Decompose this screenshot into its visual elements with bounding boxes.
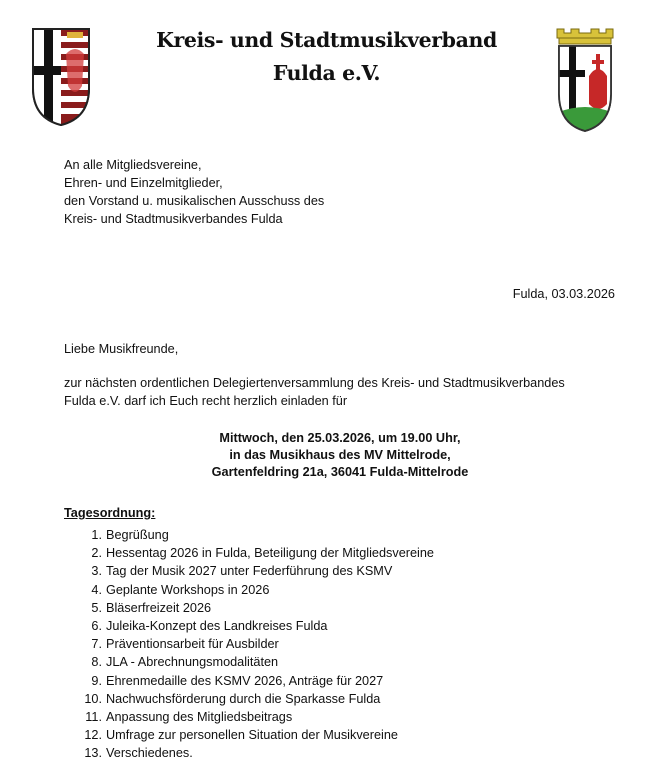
addressee-line: Kreis- und Stadtmusikverbandes Fulda xyxy=(64,212,283,226)
agenda-item-number: 6. xyxy=(91,619,102,634)
event-venue-line: in das Musikhaus des MV Mittelrode, xyxy=(229,448,451,462)
agenda-item xyxy=(82,690,434,708)
agenda-item-text: Tag der Musik 2027 unter Federführung des KSMV xyxy=(106,564,393,579)
event-address-line: Gartenfeldring 21a, 36041 Fulda-Mittelrode xyxy=(211,465,469,479)
agenda-item-text: Anpassung des Mitgliedsbeitrags xyxy=(106,710,293,725)
agenda-item-number: 5. xyxy=(91,600,102,615)
agenda-item-text: Nachwuchsförderung durch die Sparkasse Fulda xyxy=(106,691,381,706)
agenda-item-text: Präventionsarbeit für Ausbilder xyxy=(106,637,279,652)
agenda-item-text: Umfrage zur personellen Situation der Musikvereine xyxy=(106,728,398,743)
agenda-item-text: JLA - Abrechnungsmodalitäten xyxy=(106,655,279,670)
agenda-item xyxy=(82,599,434,617)
title-line-1: Kreis- und Stadtmusikverband xyxy=(156,28,497,52)
agenda-item-number: 12. xyxy=(84,728,102,743)
agenda-item xyxy=(82,635,434,653)
agenda-item xyxy=(82,617,434,635)
agenda-heading: Tagesordnung: xyxy=(64,506,156,520)
agenda-item xyxy=(82,726,434,744)
city-coat-of-arms-icon xyxy=(555,26,615,134)
agenda-item xyxy=(82,544,434,562)
agenda-item-number: 13. xyxy=(84,746,102,761)
addressee-block xyxy=(64,156,324,228)
agenda-item xyxy=(82,744,434,762)
agenda-item-text: Bläserfreizeit 2026 xyxy=(106,600,212,615)
greeting: Liebe Musikfreunde, xyxy=(64,342,179,356)
agenda-item-text: Verschiedenes. xyxy=(106,746,193,761)
addressee-line: An alle Mitgliedsvereine, xyxy=(64,158,202,172)
agenda-item-number: 8. xyxy=(91,655,102,670)
agenda-item-text: Hessentag 2026 in Fulda, Beteiligung der Mitgliedsvereine xyxy=(106,546,434,561)
agenda-item-text: Begrüßung xyxy=(106,528,169,542)
agenda-item-text: Geplante Workshops in 2026 xyxy=(106,582,270,597)
event-details xyxy=(60,430,620,481)
agenda-item-number: 4. xyxy=(91,582,102,597)
agenda-item-text: Ehrenmedaille des KSMV 2026, Anträge für 2027 xyxy=(106,673,384,688)
title-line-2: Fulda e.V. xyxy=(272,61,381,85)
intro-paragraph xyxy=(64,374,624,410)
agenda-item-text: Juleika-Konzept des Landkreises Fulda xyxy=(106,619,328,634)
agenda-item-number: 7. xyxy=(91,637,102,652)
agenda-item xyxy=(82,562,434,580)
addressee-line: Ehren- und Einzelmitglieder, xyxy=(64,176,223,190)
agenda-item xyxy=(82,708,434,726)
agenda-item-number: 9. xyxy=(91,673,102,688)
agenda-item-number: 10. xyxy=(84,691,102,706)
agenda-item xyxy=(82,653,434,671)
agenda-item-number: 11. xyxy=(85,710,102,725)
agenda-item xyxy=(82,581,434,599)
place-date: Fulda, 03.03.2026 xyxy=(512,287,615,301)
agenda-item-number: 1. xyxy=(91,528,102,542)
agenda-item xyxy=(82,526,434,544)
agenda-list xyxy=(82,526,434,763)
event-date-line: Mittwoch, den 25.03.2026, um 19.00 Uhr, xyxy=(219,431,461,445)
intro-line: Fulda e.V. darf ich Euch recht herzlich einladen für xyxy=(64,394,348,408)
intro-line: zur nächsten ordentlichen Delegiertenversammlung des Kreis- und Stadtmusikverbandes xyxy=(64,376,565,390)
agenda-item-number: 3. xyxy=(91,564,102,579)
addressee-line: den Vorstand u. musikalischen Ausschuss des xyxy=(64,194,325,208)
agenda-item xyxy=(82,672,434,690)
agenda-item-number: 2. xyxy=(91,546,102,561)
